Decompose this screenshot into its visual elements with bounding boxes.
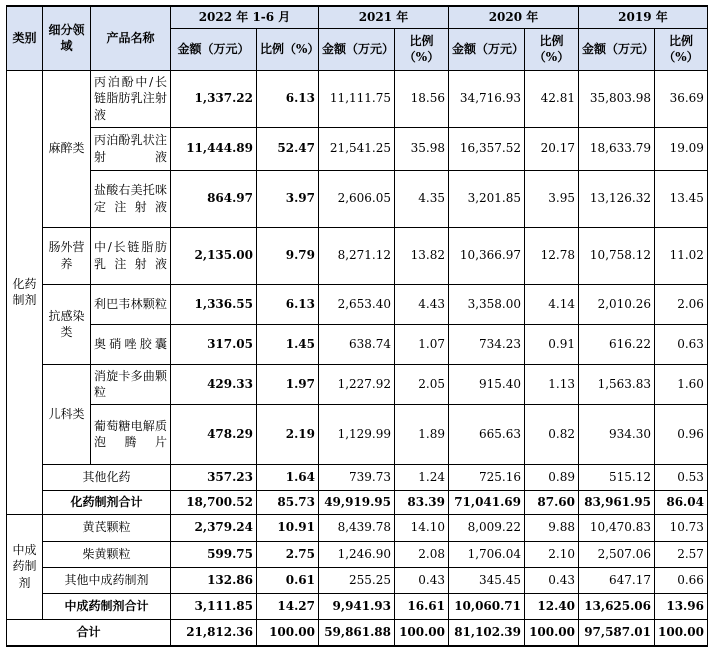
amount-cell: 2,653.40 — [319, 284, 395, 324]
amount-cell: 59,861.88 — [319, 619, 395, 646]
amount-cell: 71,041.69 — [449, 490, 525, 514]
amount-cell: 34,716.93 — [449, 70, 525, 127]
subtotal-label: 化药制剂合计 — [43, 490, 171, 514]
amount-cell: 1,563.83 — [579, 364, 655, 404]
group-label-pediatric: 儿科类 — [43, 364, 91, 464]
ratio-cell: 0.96 — [655, 404, 708, 464]
revenue-table — [6, 5, 708, 647]
ratio-cell: 0.61 — [257, 567, 319, 593]
amount-cell: 317.05 — [171, 324, 257, 364]
ratio-cell: 0.63 — [655, 324, 708, 364]
ratio-cell: 3.97 — [257, 170, 319, 227]
header-period-2022h1: 2022 年 1-6 月 — [171, 6, 319, 28]
amount-cell: 725.16 — [449, 464, 525, 490]
ratio-cell: 83.39 — [395, 490, 449, 514]
table-row — [7, 170, 708, 227]
ratio-cell: 12.78 — [525, 227, 579, 284]
amount-cell: 10,470.83 — [579, 514, 655, 541]
amount-cell: 255.25 — [319, 567, 395, 593]
ratio-cell: 42.81 — [525, 70, 579, 127]
amount-cell: 734.23 — [449, 324, 525, 364]
amount-cell: 11,444.89 — [171, 127, 257, 170]
amount-cell: 49,919.95 — [319, 490, 395, 514]
group-label-nutrition: 肠外营养 — [43, 227, 91, 284]
ratio-cell: 0.53 — [655, 464, 708, 490]
ratio-cell: 12.40 — [525, 593, 579, 619]
ratio-cell: 87.60 — [525, 490, 579, 514]
amount-cell: 739.73 — [319, 464, 395, 490]
section-label-tcm: 中成药制剂 — [7, 514, 43, 619]
amount-cell: 515.12 — [579, 464, 655, 490]
amount-cell: 3,358.00 — [449, 284, 525, 324]
header-ratio: 比例（%） — [395, 28, 449, 70]
amount-cell: 21,812.36 — [171, 619, 257, 646]
ratio-cell: 4.14 — [525, 284, 579, 324]
amount-cell: 2,606.05 — [319, 170, 395, 227]
amount-cell: 2,379.24 — [171, 514, 257, 541]
amount-cell: 132.86 — [171, 567, 257, 593]
ratio-cell: 2.05 — [395, 364, 449, 404]
ratio-cell: 9.88 — [525, 514, 579, 541]
header-ratio: 比例（%） — [655, 28, 708, 70]
product-name: 葡萄糖电解质泡腾片 — [91, 404, 171, 464]
group-label-anti-infection: 抗感染类 — [43, 284, 91, 364]
header-product: 产品名称 — [91, 6, 171, 70]
amount-cell: 2,010.26 — [579, 284, 655, 324]
ratio-cell: 0.91 — [525, 324, 579, 364]
amount-cell: 21,541.25 — [319, 127, 395, 170]
header-subcategory: 细分领域 — [43, 6, 91, 70]
amount-cell: 864.97 — [171, 170, 257, 227]
ratio-cell: 85.73 — [257, 490, 319, 514]
ratio-cell: 10.73 — [655, 514, 708, 541]
amount-cell: 8,271.12 — [319, 227, 395, 284]
amount-cell: 1,227.92 — [319, 364, 395, 404]
ratio-cell: 6.13 — [257, 70, 319, 127]
table-row — [7, 567, 708, 593]
amount-cell: 599.75 — [171, 541, 257, 567]
group-label-anesthesia: 麻醉类 — [43, 70, 91, 227]
ratio-cell: 1.89 — [395, 404, 449, 464]
ratio-cell: 2.75 — [257, 541, 319, 567]
ratio-cell: 100.00 — [395, 619, 449, 646]
ratio-cell: 0.43 — [525, 567, 579, 593]
table-row — [7, 284, 708, 324]
ratio-cell: 14.10 — [395, 514, 449, 541]
header-ratio: 比例（%） — [257, 28, 319, 70]
amount-cell: 1,706.04 — [449, 541, 525, 567]
amount-cell: 97,587.01 — [579, 619, 655, 646]
ratio-cell: 100.00 — [655, 619, 708, 646]
ratio-cell: 2.10 — [525, 541, 579, 567]
ratio-cell: 14.27 — [257, 593, 319, 619]
amount-cell: 81,102.39 — [449, 619, 525, 646]
section-label-chem: 化药制剂 — [7, 70, 43, 514]
ratio-cell: 1.45 — [257, 324, 319, 364]
ratio-cell: 10.91 — [257, 514, 319, 541]
amount-cell: 18,700.52 — [171, 490, 257, 514]
table-row-total — [7, 619, 708, 646]
amount-cell: 345.45 — [449, 567, 525, 593]
amount-cell: 1,337.22 — [171, 70, 257, 127]
ratio-cell: 2.19 — [257, 404, 319, 464]
amount-cell: 13,625.06 — [579, 593, 655, 619]
table-row — [7, 227, 708, 284]
amount-cell: 3,201.85 — [449, 170, 525, 227]
ratio-cell: 100.00 — [525, 619, 579, 646]
ratio-cell: 20.17 — [525, 127, 579, 170]
table-row — [7, 70, 708, 127]
ratio-cell: 4.35 — [395, 170, 449, 227]
ratio-cell: 2.06 — [655, 284, 708, 324]
ratio-cell: 1.97 — [257, 364, 319, 404]
product-name: 盐酸右美托咪定注射液 — [91, 170, 171, 227]
amount-cell: 665.63 — [449, 404, 525, 464]
table-row — [7, 404, 708, 464]
ratio-cell: 2.08 — [395, 541, 449, 567]
amount-cell: 35,803.98 — [579, 70, 655, 127]
header-period-2019: 2019 年 — [579, 6, 708, 28]
product-name: 中/长链脂肪乳注射液 — [91, 227, 171, 284]
amount-cell: 10,758.12 — [579, 227, 655, 284]
amount-cell: 1,129.99 — [319, 404, 395, 464]
ratio-cell: 1.24 — [395, 464, 449, 490]
header-period-2020: 2020 年 — [449, 6, 579, 28]
amount-cell: 10,060.71 — [449, 593, 525, 619]
product-name: 黄芪颗粒 — [43, 514, 171, 541]
ratio-cell: 19.09 — [655, 127, 708, 170]
amount-cell: 934.30 — [579, 404, 655, 464]
amount-cell: 11,111.75 — [319, 70, 395, 127]
ratio-cell: 18.56 — [395, 70, 449, 127]
ratio-cell: 13.82 — [395, 227, 449, 284]
product-name: 奥硝唑胶囊 — [91, 324, 171, 364]
table-row — [7, 514, 708, 541]
product-name: 丙泊酚乳状注射液 — [91, 127, 171, 170]
amount-cell: 616.22 — [579, 324, 655, 364]
table-row — [7, 464, 708, 490]
ratio-cell: 2.57 — [655, 541, 708, 567]
ratio-cell: 1.64 — [257, 464, 319, 490]
amount-cell: 2,135.00 — [171, 227, 257, 284]
amount-cell: 2,507.06 — [579, 541, 655, 567]
amount-cell: 83,961.95 — [579, 490, 655, 514]
header-period-2021: 2021 年 — [319, 6, 449, 28]
ratio-cell: 0.43 — [395, 567, 449, 593]
header-ratio: 比例（%） — [525, 28, 579, 70]
ratio-cell: 35.98 — [395, 127, 449, 170]
header-amount: 金额（万元） — [449, 28, 525, 70]
header-category: 类别 — [7, 6, 43, 70]
ratio-cell: 1.60 — [655, 364, 708, 404]
amount-cell: 9,941.93 — [319, 593, 395, 619]
ratio-cell: 0.82 — [525, 404, 579, 464]
header-amount: 金额（万元） — [579, 28, 655, 70]
amount-cell: 8,439.78 — [319, 514, 395, 541]
amount-cell: 16,357.52 — [449, 127, 525, 170]
amount-cell: 478.29 — [171, 404, 257, 464]
ratio-cell: 1.13 — [525, 364, 579, 404]
amount-cell: 10,366.97 — [449, 227, 525, 284]
table-row — [7, 324, 708, 364]
ratio-cell: 4.43 — [395, 284, 449, 324]
amount-cell: 18,633.79 — [579, 127, 655, 170]
amount-cell: 357.23 — [171, 464, 257, 490]
product-name: 其他中成药制剂 — [43, 567, 171, 593]
ratio-cell: 86.04 — [655, 490, 708, 514]
product-name: 消旋卡多曲颗粒 — [91, 364, 171, 404]
table-row — [7, 364, 708, 404]
header-amount: 金额（万元） — [171, 28, 257, 70]
table-row-subtotal — [7, 593, 708, 619]
ratio-cell: 13.45 — [655, 170, 708, 227]
amount-cell: 915.40 — [449, 364, 525, 404]
amount-cell: 3,111.85 — [171, 593, 257, 619]
ratio-cell: 100.00 — [257, 619, 319, 646]
table-row-subtotal — [7, 490, 708, 514]
ratio-cell: 16.61 — [395, 593, 449, 619]
ratio-cell: 36.69 — [655, 70, 708, 127]
ratio-cell: 13.96 — [655, 593, 708, 619]
ratio-cell: 0.66 — [655, 567, 708, 593]
product-name: 其他化药 — [43, 464, 171, 490]
amount-cell: 647.17 — [579, 567, 655, 593]
amount-cell: 429.33 — [171, 364, 257, 404]
amount-cell: 1,246.90 — [319, 541, 395, 567]
table-row — [7, 127, 708, 170]
ratio-cell: 11.02 — [655, 227, 708, 284]
header-amount: 金额（万元） — [319, 28, 395, 70]
amount-cell: 638.74 — [319, 324, 395, 364]
ratio-cell: 52.47 — [257, 127, 319, 170]
total-label: 合计 — [7, 619, 171, 646]
product-name: 柴黄颗粒 — [43, 541, 171, 567]
product-name: 丙泊酚中/长链脂肪乳注射液 — [91, 70, 171, 127]
amount-cell: 1,336.55 — [171, 284, 257, 324]
table-wrapper — [6, 5, 708, 647]
ratio-cell: 3.95 — [525, 170, 579, 227]
amount-cell: 8,009.22 — [449, 514, 525, 541]
table-row — [7, 541, 708, 567]
product-name: 利巴韦林颗粒 — [91, 284, 171, 324]
ratio-cell: 6.13 — [257, 284, 319, 324]
amount-cell: 13,126.32 — [579, 170, 655, 227]
ratio-cell: 1.07 — [395, 324, 449, 364]
ratio-cell: 9.79 — [257, 227, 319, 284]
ratio-cell: 0.89 — [525, 464, 579, 490]
subtotal-label: 中成药制剂合计 — [43, 593, 171, 619]
